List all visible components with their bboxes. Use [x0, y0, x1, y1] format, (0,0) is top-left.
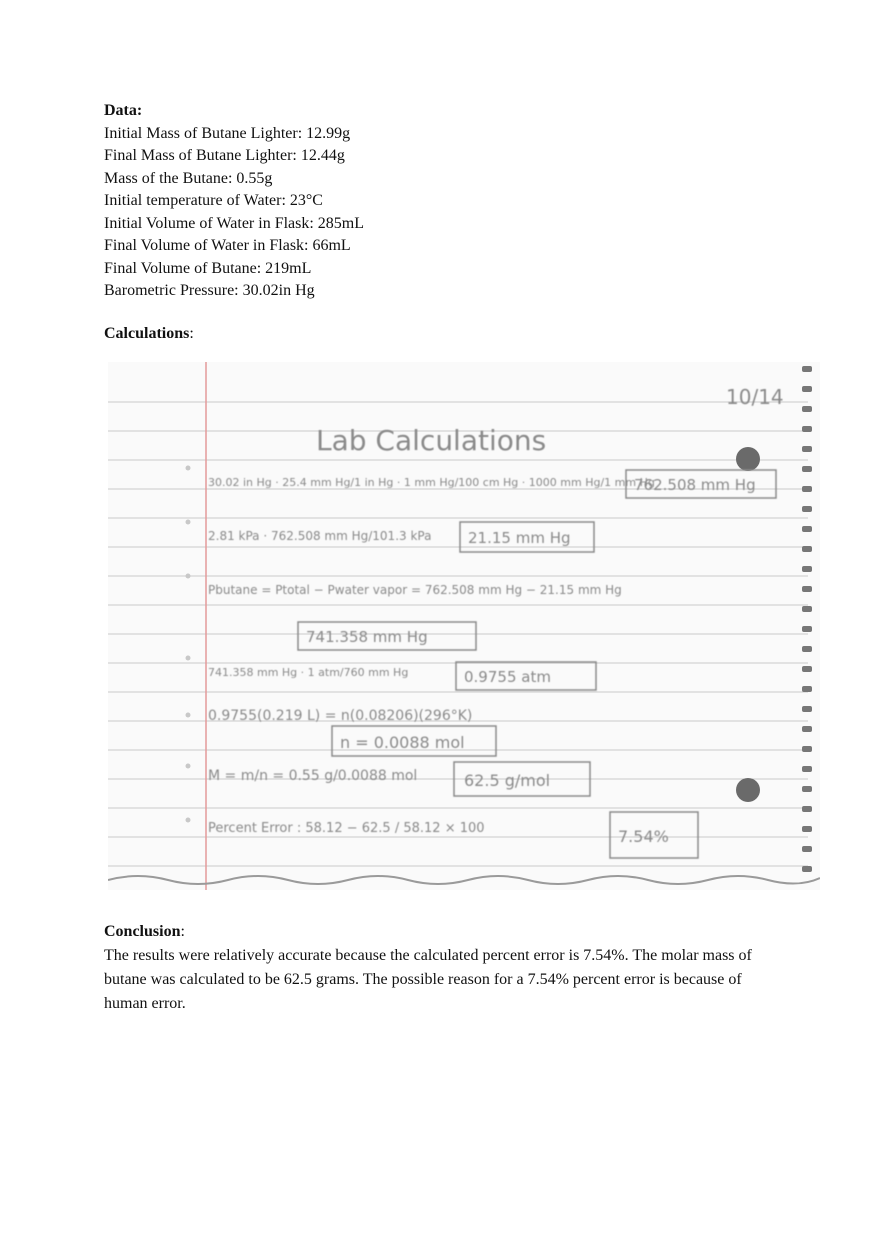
data-line-final-mass: Final Mass of Butane Lighter: 12.44g [104, 147, 345, 164]
calc-row-6-work: M = m/n = 0.55 g/0.0088 mol [208, 768, 418, 784]
calc-row-6-result: 62.5 g/mol [464, 771, 551, 790]
data-line-pressure: Barometric Pressure: 30.02in Hg [104, 282, 315, 299]
conclusion-section [104, 920, 784, 1016]
binder-hole-bottom [736, 778, 760, 802]
data-line-water-temp: Initial temperature of Water: 23°C [104, 192, 323, 209]
calc-row-1-work: 30.02 in Hg · 25.4 mm Hg/1 in Hg · 1 mm Hg/100 cm Hg · 1000 mm Hg/1 mm Hg [208, 476, 655, 489]
calc-row-2-result: 21.15 mm Hg [468, 529, 571, 547]
data-line-butane-volume: Final Volume of Butane: 219mL [104, 259, 312, 277]
calc-row-4-result: 0.9755 atm [464, 668, 551, 686]
data-line-final-volume: Final Volume of Water in Flask: 66mL [104, 237, 351, 254]
calc-row-4-work: 741.358 mm Hg · 1 atm/760 mm Hg [208, 666, 409, 679]
calculations-colon: : [189, 324, 194, 342]
binder-hole-top [736, 447, 760, 471]
calc-row-1-result: 762.508 mm Hg [634, 476, 756, 494]
calc-row-2-work: 2.81 kPa · 762.508 mm Hg/101.3 kPa [208, 529, 432, 543]
calc-row-7-result: 7.54% [618, 827, 669, 846]
calc-row-5-result: n = 0.0088 mol [340, 733, 465, 752]
calc-row-7-work: Percent Error : 58.12 − 62.5 / 58.12 × 100 [208, 821, 485, 836]
calculations-heading-row [104, 323, 784, 346]
notebook-title: Lab Calculations [316, 424, 547, 457]
data-line-butane-mass: Mass of the Butane: 0.55g [104, 169, 273, 187]
conclusion-heading: Conclusion [104, 923, 181, 940]
data-line-initial-mass: Initial Mass of Butane Lighter: 12.99g [104, 124, 351, 142]
data-heading: Data: [104, 102, 143, 119]
notebook-date: 10/14 [726, 385, 784, 409]
handwritten-calculations-image [108, 362, 820, 890]
conclusion-body: The results were relatively accurate because the calculated percent error is 7.54%. The molar mass of butane was calculated to be 62.5 grams. The possible reason for a 7.54% percent error is because of human error. [104, 947, 752, 1012]
data-line-initial-volume: Initial Volume of Water in Flask: 285mL [104, 214, 365, 232]
calc-row-5-work: 0.9755(0.219 L) = n(0.08206)(296°K) [208, 708, 473, 724]
data-section [104, 100, 784, 345]
calculations-heading: Calculations [104, 324, 190, 342]
section-spacer [104, 303, 784, 323]
calc-row-3-work: Pbutane = Ptotal − Pwater vapor = 762.508 mm Hg − 21.15 mm Hg [208, 583, 622, 597]
calc-row-3-result: 741.358 mm Hg [306, 628, 428, 646]
conclusion-colon: : [180, 923, 185, 940]
conclusion-heading-row [104, 920, 784, 944]
